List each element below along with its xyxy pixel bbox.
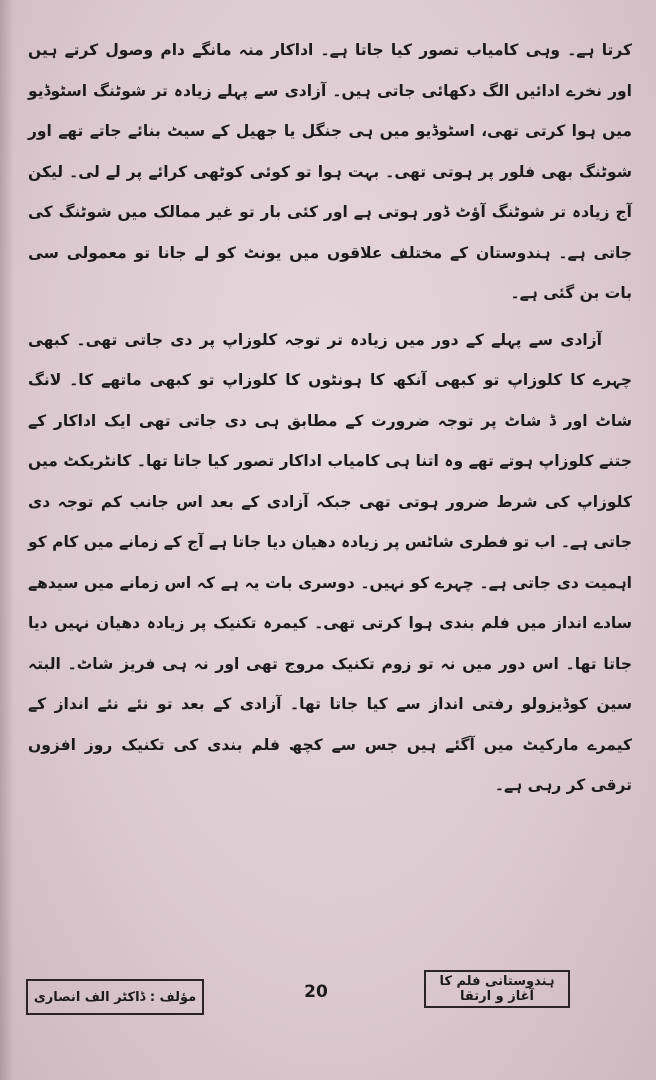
book-title: ہندوستانی فلم کا آغاز و ارتقا [439,974,555,1004]
author-name: مؤلف : ڈاکٹر الف انصاری [33,989,197,1005]
paragraph-1: کرتا ہے۔ وہی کامیاب تصور کیا جاتا ہے۔ اداکار منہ مانگے دام وصول کرتے ہیں اور نخرے ادائیں الگ دکھائی جاتی ہیں۔ آزادی سے پہلے زیادہ تر شوٹنگ اسٹوڈیو میں ہوا کرتی تھی، اسٹوڈیو میں ہی جنگل یا جھیل کے سیٹ بنائے جاتے تھے اور شوٹنگ بھی فلور پر ہوتی تھی۔ بہت ہوا تو کوئی کوٹھی کرائے پر لے لی۔ لیکن آج زیادہ تر شوٹنگ آؤٹ ڈور ہوتی ہے اور کئی بار تو غیر ممالک میں شوٹنگ کی جاتی ہے۔ ہندوستان کے مختلف علاقوں میں یونٹ کو لے جانا تو معمولی سی بات بن گئی ہے۔ [28,41,632,302]
author-box [26,979,204,1015]
page-footer [0,970,656,1026]
page-edge-shadow [0,0,14,1080]
paragraph-2: آزادی سے پہلے کے دور میں زیادہ تر توجہ کلوزاپ پر دی جاتی تھی۔ کبھی چہرے کا کلوزاپ تو کبھی آنکھ کا ہونٹوں کا کلوزاپ تو کبھی ماتھے کا۔ لانگ شاٹ اور ڈ شاٹ پر توجہ ضرورت کے مطابق ہی دی جاتی تھی ایک اداکار کے جتنے کلوزاپ ہوتے تھے وہ اتنا ہی کامیاب اداکار تصور کیا جاتا تھا۔ کانٹریکٹ میں کلوزاپ کی شرط ضرور ہوتی تھی جبکہ آزادی کے بعد اس جانب کم توجہ دی جاتی ہے۔ اب تو فطری شاٹس پر زیادہ دھیان دیا جاتا ہے آج کے زمانے میں کام کو اہمیت دی جاتی ہے۔ چہرے کو نہیں۔ دوسری بات یہ ہے کہ اس زمانے میں سیدھے سادے انداز میں فلم بندی ہوا کرتی تھی۔ کیمرہ تکنیک پر زیادہ دھیان نہیں دیا جاتا تھا۔ اس دور میں نہ تو زوم تکنیک مروج تھی اور نہ ہی فریز شاٹ۔ البتہ سین کوڈیزولو رفتی انداز سے کیا جاتا تھا۔ آزادی کے بعد تو نئے نئے انداز کے کیمرے مارکیٹ میں آگئے ہیں جس سے کچھ فلم بندی کی تکنیک روز افزوں ترقی کر رہی ہے۔ [28,330,632,794]
book-title-box [424,970,570,1008]
body-text [28,30,632,806]
page-number: 20 [304,982,328,1002]
